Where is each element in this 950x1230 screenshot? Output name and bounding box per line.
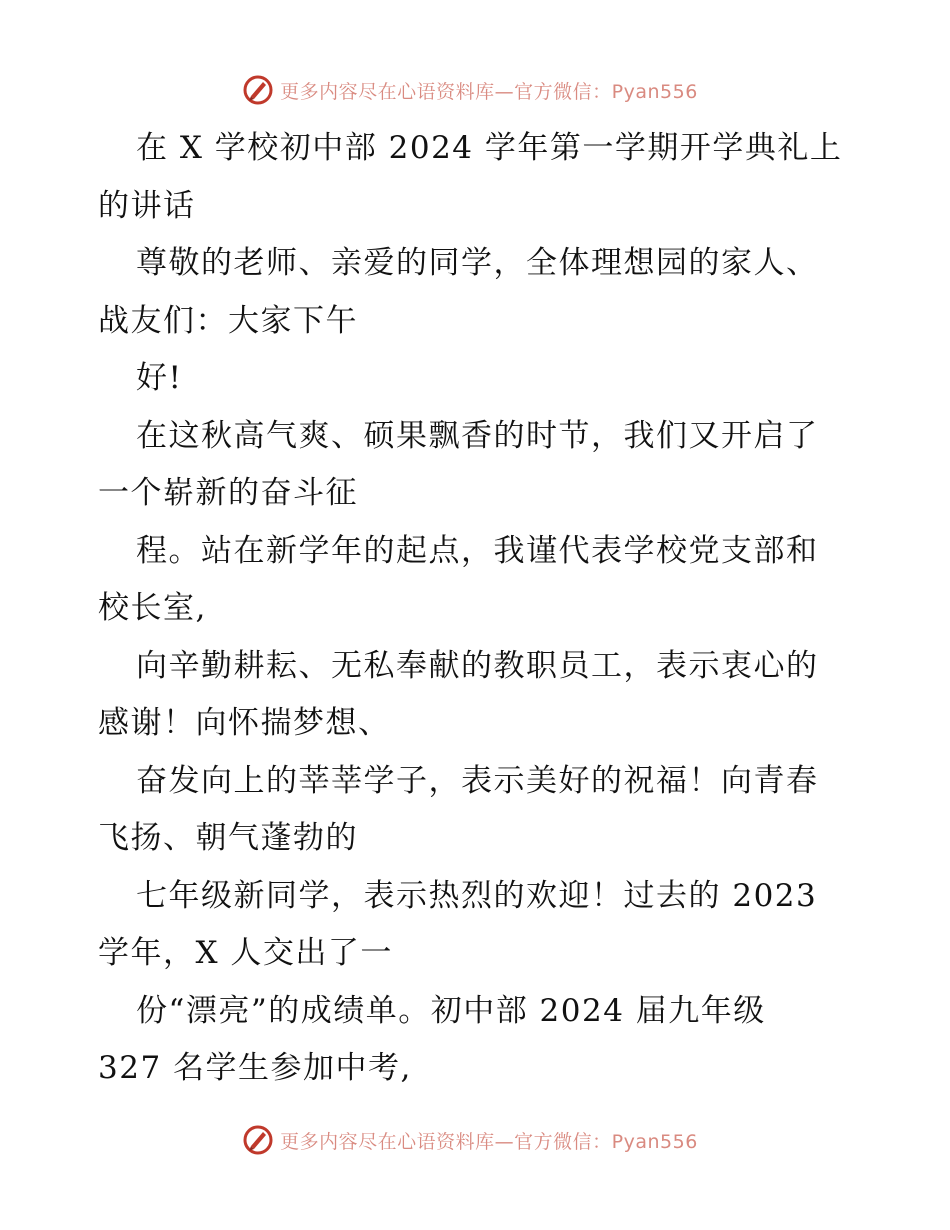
text-line: 战友们：大家下午 (98, 302, 358, 339)
logo-icon (242, 1124, 274, 1156)
document-body (98, 120, 858, 1098)
text-line: 327 名学生参加中考, (98, 1050, 412, 1086)
text-line: 在这秋高气爽、硕果飘香的时节，我们又开启了 (136, 417, 819, 454)
text-line: 校长室, (98, 590, 207, 626)
text-line: 尊敬的老师、亲爱的同学，全体理想园的家人、 (136, 245, 819, 281)
text-line: 感谢！向怀揣梦想、 (98, 705, 391, 741)
text-line: 向辛勤耕耘、无私奉献的教职员工，表示衷心的 (136, 647, 819, 684)
text-line: 的讲话 (98, 187, 196, 224)
text-line: 七年级新同学，表示热烈的欢迎！过去的 2023 (136, 877, 818, 914)
logo-icon (242, 74, 274, 106)
text-line: 飞扬、朝气蓬勃的 (98, 820, 358, 856)
watermark-text: 更多内容尽在心语资料库—官方微信：Pyan556 (280, 80, 698, 103)
footer-watermark (0, 1120, 950, 1160)
text-line: 奋发向上的莘莘学子，表示美好的祝福！向青春 (136, 762, 819, 799)
header-watermark (0, 70, 950, 110)
text-line: 在 X 学校初中部 2024 学年第一学期开学典礼上 (136, 130, 843, 166)
text-line: 程。站在新学年的起点，我谨代表学校党支部和 (136, 532, 819, 569)
text-line: 份“漂亮”的成绩单。初中部 2024 届九年级 (136, 992, 766, 1029)
text-line: 学年，X 人交出了一 (98, 935, 393, 971)
watermark-text: 更多内容尽在心语资料库—官方微信：Pyan556 (280, 1130, 698, 1153)
text-line: 一个崭新的奋斗征 (98, 475, 358, 511)
text-line: 好! (136, 360, 183, 396)
